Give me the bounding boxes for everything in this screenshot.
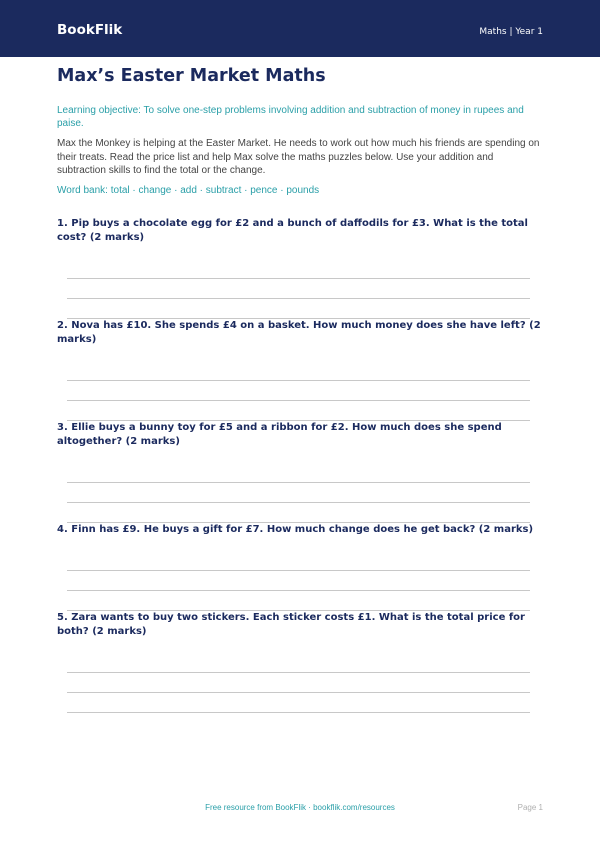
answer-line[interactable] [67,380,530,381]
intro-paragraph: Max the Monkey is helping at the Easter Market. He needs to work out how much his friends are spending on their treats. Read the price list and help Max solve the maths puzzles below. Use your addition and subtraction skills to find the total or the change. [57,138,540,176]
footer-link[interactable]: Free resource from BookFlik · bookflik.com/resources [205,803,395,812]
header-bar [0,0,600,57]
word-bank: Word bank: total · change · add · subtract · pence · pounds [57,184,320,196]
question-text: 3. Ellie buys a bunny toy for £5 and a ribbon for £2. How much does she spend altogether? (2 marks) [57,422,502,447]
worksheet-intro [57,65,542,196]
question-text: 4. Finn has £9. He buys a gift for £7. How much change does he get back? (2 marks) [57,524,534,535]
answer-line[interactable] [67,502,530,503]
question-3 [57,421,543,449]
answer-line[interactable] [67,570,530,571]
question-text: 1. Pip buys a chocolate egg for £2 and a bunch of daffodils for £3. What is the total cost? (2 marks) [57,218,528,243]
page-number: Page 1 [517,803,543,812]
learning-objective: Learning objective: To solve one-step problems involving addition and subtraction of money in rupees and paise. [57,105,524,129]
answer-line[interactable] [67,298,530,299]
answer-line[interactable] [67,692,530,693]
question-2 [57,319,543,347]
question-1 [57,217,543,245]
brand-logo[interactable]: BookFlik [57,22,123,38]
answer-line[interactable] [67,712,530,713]
question-5 [57,611,543,639]
answer-line[interactable] [67,278,530,279]
answer-line[interactable] [67,590,530,591]
answer-line[interactable] [67,672,530,673]
answer-line[interactable] [67,482,530,483]
page-title: Max’s Easter Market Maths [57,66,326,86]
question-text: 2. Nova has £10. She spends £4 on a basket. How much money does she have left? (2 marks) [57,320,541,345]
question-4 [57,523,543,537]
answer-line[interactable] [67,400,530,401]
subject-year-label: Maths | Year 1 [479,27,543,37]
question-text: 5. Zara wants to buy two stickers. Each sticker costs £1. What is the total price for both? (2 marks) [57,612,525,637]
